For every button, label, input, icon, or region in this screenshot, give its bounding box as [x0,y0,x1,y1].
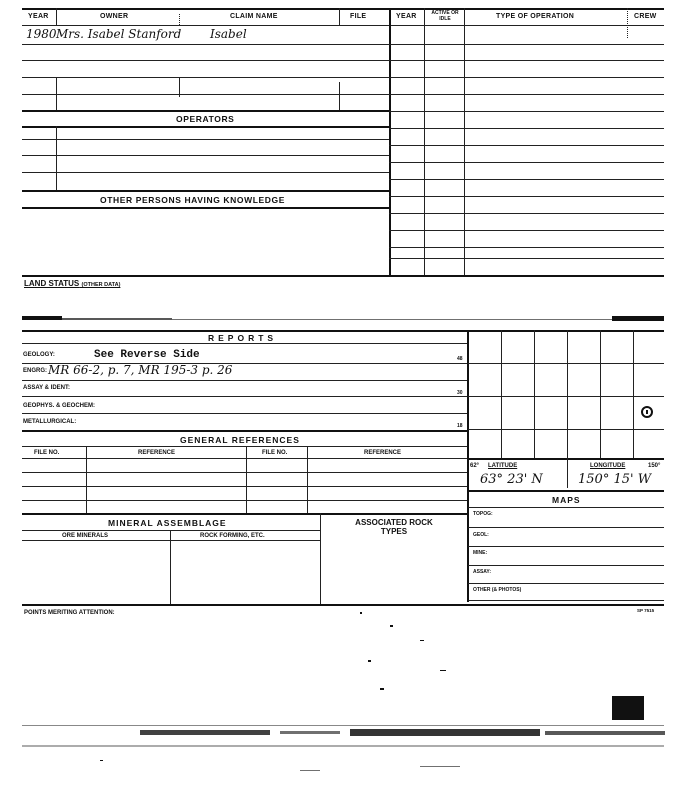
maps-heading: MAPS [552,495,581,505]
latitude-value: 63° 23' N [480,472,543,487]
header-active: ACTIVE OR IDLE [431,10,459,22]
metallurgical-label: METALLURGICAL: [23,419,77,425]
other-persons-heading: OTHER PERSONS HAVING KNOWLEDGE [100,195,286,205]
lon-suffix: 150° [648,463,661,469]
geology-label: GEOLOGY: [23,352,55,358]
header-file: FILE [350,13,367,20]
circle-dot-icon [641,406,653,418]
header-year: YEAR [28,13,49,20]
maps-topog: TOPOG: [473,511,493,517]
ref-col-file-no-1: FILE NO. [34,450,60,456]
lat-prefix: 62° [470,463,480,469]
header-type-of-operation: TYPE OF OPERATION [496,13,575,20]
associated-rock-types-heading: ASSOCIATED ROCK TYPES [355,518,433,536]
points-meriting-attention-label: POINTS MERITING ATTENTION: [24,610,115,616]
longitude-value: 150° 15' W [578,472,652,487]
operators-heading: OPERATORS [176,114,235,124]
engrg-label: ENGRG: [23,368,47,374]
land-status-heading [24,279,120,288]
header-crew: CREW [634,13,657,20]
general-references-heading: GENERAL REFERENCES [180,435,300,445]
land-status-label: LAND STATUS [24,279,80,288]
assay-label: ASSAY & IDENT: [23,385,71,391]
latitude-label: LATITUDE [488,463,518,469]
mineral-assemblage-heading: MINERAL ASSEMBLAGE [108,518,227,528]
entry-year: 1980 [26,27,57,41]
longitude-label: LONGITUDE [590,463,626,469]
geology-value: See Reverse Side [94,349,200,361]
entry-claim-name: Isabel [210,27,247,41]
maps-other: OTHER (& PHOTOS) [473,587,522,593]
maps-mine: MINE: [473,550,488,556]
header-claim-name: CLAIM NAME [230,13,278,20]
num-18: 18 [457,423,463,429]
ref-col-reference-2: REFERENCE [364,450,402,456]
form-number: SP 7515 [637,608,655,613]
ore-minerals-label: ORE MINERALS [62,533,109,539]
ref-col-file-no-2: FILE NO. [262,450,288,456]
ref-col-reference-1: REFERENCE [138,450,176,456]
geophys-label: GEOPHYS. & GEOCHEM: [23,403,96,409]
maps-assay: ASSAY: [473,569,492,575]
entry-owner: Mrs. Isabel Stanford [56,27,182,41]
land-status-sub: (OTHER DATA) [81,282,121,288]
engrg-value: MR 66-2, p. 7, MR 195-3 p. 26 [48,363,233,377]
header-year-2: YEAR [396,13,417,20]
reports-heading: REPORTS [208,333,278,343]
maps-geol: GEOL: [473,532,489,538]
num-48: 48 [457,356,463,362]
num-30: 30 [457,390,463,396]
rock-forming-label: ROCK FORMING, ETC. [200,533,265,539]
header-owner: OWNER [100,13,129,20]
